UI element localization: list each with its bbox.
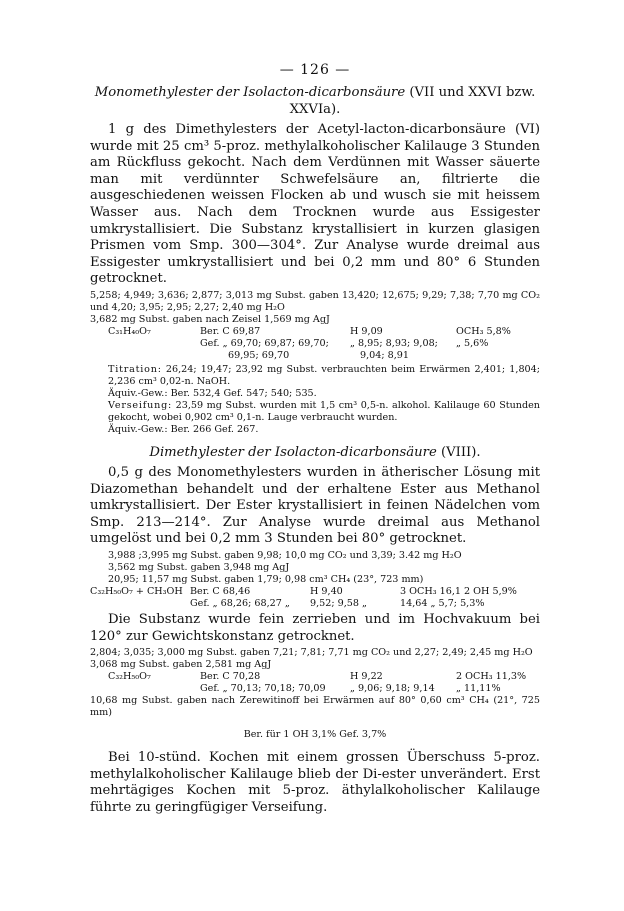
paragraph-preparation: 0,5 g des Monomethylesters wurden in ätherischer Lösung mit Diazomethan behandelt und der erhaltene Ester aus Methanol umkrystallisiert. Der Ester krystallisiert in feinen Nädelchen vom Smp. 213—214°. Zur Analyse wurde dreimal aus Methanol umgelöst und bei 0,2 mm 3 Stunden bei 80° getrocknet. [90,464,540,547]
titration-line: Titration: 26,24; 19,47; 23,92 mg Subst. verbrauchten beim Erwärmen 2,401; 1,804; 2,236 cm³ 0,02-n. NaOH. [108,363,540,387]
page-number: — 126 — [279,62,351,78]
heading-ref: (VIII). [436,444,481,460]
analysis-line: 2,804; 3,035; 3,000 mg Subst. gaben 7,21; 7,81; 7,71 mg CO₂ und 2,27; 2,49; 2,45 mg H₂O [90,647,533,659]
equivalent-weight: Äquiv.-Gew.: Ber. 532,4 Gef. 547; 540; 535. [108,387,317,399]
section-heading-monomethylester [90,84,540,118]
found-row: Gef. „ 68,26; 68,27 „ 9,52; 9,58 „ 14,64 „ 5,7; 5,3% [190,597,485,609]
found-row: Gef. „ 70,13; 70,18; 70,09 „ 9,06; 9,18; 9,14 „ 11,11% [200,683,501,695]
paragraph-saponification: Bei 10-stünd. Kochen mit einem grossen Überschuss 5-proz. methylalkoholischer Kalilauge blieb der Di-ester unverändert. Erst mehrtägiges Kochen mit 5-proz. äthylalkoholischer Kalilauge führte zu geringfügiger Verseifung. [90,750,540,816]
analysis-line: 5,258; 4,949; 3,636; 2,877; 3,013 mg Subst. gaben 13,420; 12,675; 9,29; 7,38; 7,70 mg CO₂ und 4,20; 3,95; 2,95; 2,27; 2,40 mg H₂O [90,289,540,313]
analysis-line: 3,988 ;3,995 mg Subst. gaben 9,98; 10,0 mg CO₂ und 3,39; 3.42 mg H₂O [108,549,462,561]
verseifung-line: Verseifung: 23,59 mg Subst. wurden mit 1,5 cm³ 0,5-n. alkohol. Kalilauge 60 Stunden gekocht, wobei 0,902 cm³ 0,1-n. Lauge verbraucht wurden. [108,399,540,423]
analysis-result: Ber. für 1 OH 3,1% Gef. 3,7% [243,728,387,740]
analysis-line: 3,068 mg Subst. gaben 2,581 mg AgJ [90,659,272,671]
equivalent-weight: Äquiv.-Gew.: Ber. 266 Gef. 267. [108,423,259,435]
page-content [90,62,540,817]
analysis-line: 20,95; 11,57 mg Subst. gaben 1,79; 0,98 cm³ CH₄ (23°, 723 mm) [108,573,424,585]
found-row: 69,95; 69,70 9,04; 8,91 [228,349,410,361]
analysis-line: 10,68 mg Subst. gaben nach Zerewitinoff bei Erwärmen auf 80° 0,60 cm³ CH₄ (21°, 725 mm) [90,695,540,719]
formula-row: C₃₁H₄₀O₇ Ber. C 69,87 H 9,09 OCH₃ 5,8% [108,325,511,337]
paragraph-drying: Die Substanz wurde fein zerrieben und im Hochvakuum bei 120° zur Gewichtskonstanz getrocknet. [90,611,540,644]
section-heading-dimethylester [90,444,540,461]
formula-row: C₃₂H₅₀O₇ + CH₃OH Ber. C 68,46 H 9,40 3 OCH₃ 16,1 2 OH 5,9% [90,585,517,597]
formula-row: C₃₂H₅₀O₇ Ber. C 70,28 H 9,22 2 OCH₃ 11,3% [108,671,527,683]
analysis-line: 3,562 mg Subst. gaben 3,948 mg AgJ [108,561,290,573]
found-row: Gef. „ 69,70; 69,87; 69,70; „ 8,95; 8,93; 9,08; „ 5,6% [200,337,489,349]
heading-title: Monomethylester der Isolacton-dicarbonsäure [94,85,406,100]
paragraph-preparation: 1 g des Dimethylesters der Acetyl-lacton-dicarbonsäure (VI) wurde mit 25 cm³ 5-proz. methylalkoholischer Kalilauge 3 Stunden am Rückfluss gekocht. Nach dem Verdünnen mit Wasser säuerte man mit verdünnter Schwefelsäure an, filtrierte die ausgeschiedenen weissen Flocken ab und wusch sie mit heissem Wasser aus. Nach dem Trocknen wurde aus Essigester umkrystallisiert. Die Substanz krystallisiert in kurzen glasigen Prismen vom Smp. 300—304°. Zur Analyse wurde dreimal aus Essigester umkrystallisiert und bei 0,2 mm und 80° 6 Stunden getrocknet. [90,122,540,287]
heading-title: Dimethylester der Isolacton-dicarbonsäure [149,444,437,460]
analysis-line: 3,682 mg Subst. gaben nach Zeisel 1,569 mg AgJ [90,313,330,325]
heading-ref: (VII und XXVI bzw. XXVIa). [289,85,536,117]
